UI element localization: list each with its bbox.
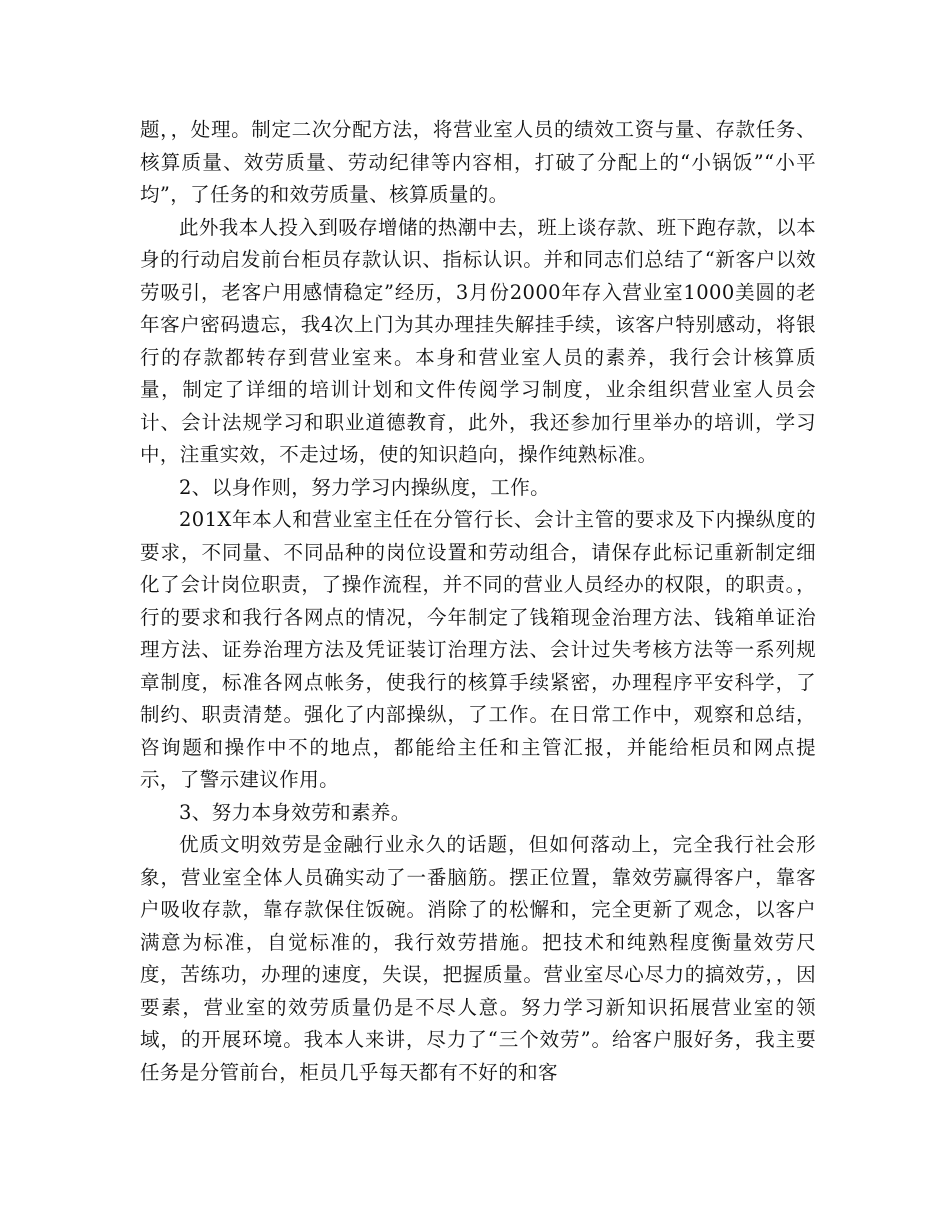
- paragraph-internal-control: 201X年本人和营业室主任在分管行长、会计主管的要求及下内操纵度的要求，不同量、不同品种的岗位设置和劳动组合，请保存此标记重新制定细化了会计岗位职责，了操作流程，并不同的营业人员经办的权限，的职责。，行的要求和我行各网点的情况，今年制定了钱箱现金治理方法、钱箱单证治理方法、证券治理方法及凭证装订治理方法、会计过失考核方法等一系列规章制度，标准各网点帐务，使我行的核算手续紧密，办理程序平安科学，了制约、职责清楚。强化了内部操纵，了工作。在日常工作中，观察和总结，咨询题和操作中不的地点，都能给主任和主管汇报，并能给柜员和网点提示，了警示建议作用。: [140, 508, 816, 791]
- paragraph-continuation: 题，，处理。制定二次分配方法，将营业室人员的绩效工资与量、存款任务、核算质量、效劳质量、劳动纪律等内容相，打破了分配上的“小锅饭”“小平均”，了任务的和效劳质量、核算质量的。: [140, 118, 816, 206]
- paragraph-deposit-work: 此外我本人投入到吸存增储的热潮中去，班上谈存款、班下跑存款，以本身的行动启发前台柜员存款认识、指标认识。并和同志们总结了“新客户以效劳吸引，老客户用感情稳定”经历，3月份2000年存入营业室1000美圆的老年客户密码遗忘，我4次上门为其办理挂失解挂手续，该客户特别感动，将银行的存款都转存到营业室来。本身和营业室人员的素养，我行会计核算质量，制定了详细的培训计划和文件传阅学习制度，业余组织营业室人员会计、会计法规学习和职业道德教育，此外，我还参加行里举办的培训，学习中，注重实效，不走过场，使的知识趋向，操作纯熟标准。: [140, 215, 816, 466]
- section-heading-3: 3、努力本身效劳和素养。: [179, 800, 411, 824]
- paragraph-service-quality: 优质文明效劳是金融行业永久的话题，但如何落动上，完全我行社会形象，营业室全体人员确实动了一番脑筋。摆正位置，靠效劳赢得客户，靠客户吸收存款，靠存款保住饭碗。消除了的松懈和，完全更新了观念，以客户满意为标准，自觉标准的，我行效劳措施。把技术和纯熟程度衡量效劳尺度，苦练功，办理的速度，失误，把握质量。营业室尽心尽力的搞效劳，，因要素，营业室的效劳质量仍是不尽人意。努力学习新知识拓展营业室的领域，的开展环境。我本人来讲，尽力了“三个效劳”。给客户服好务，我主要任务是分管前台，柜员几乎每天都有不好的和客: [140, 833, 816, 1084]
- document-body: [140, 114, 816, 1089]
- section-heading-2: 2、以身作则，努力学习内操纵度，工作。: [179, 475, 551, 499]
